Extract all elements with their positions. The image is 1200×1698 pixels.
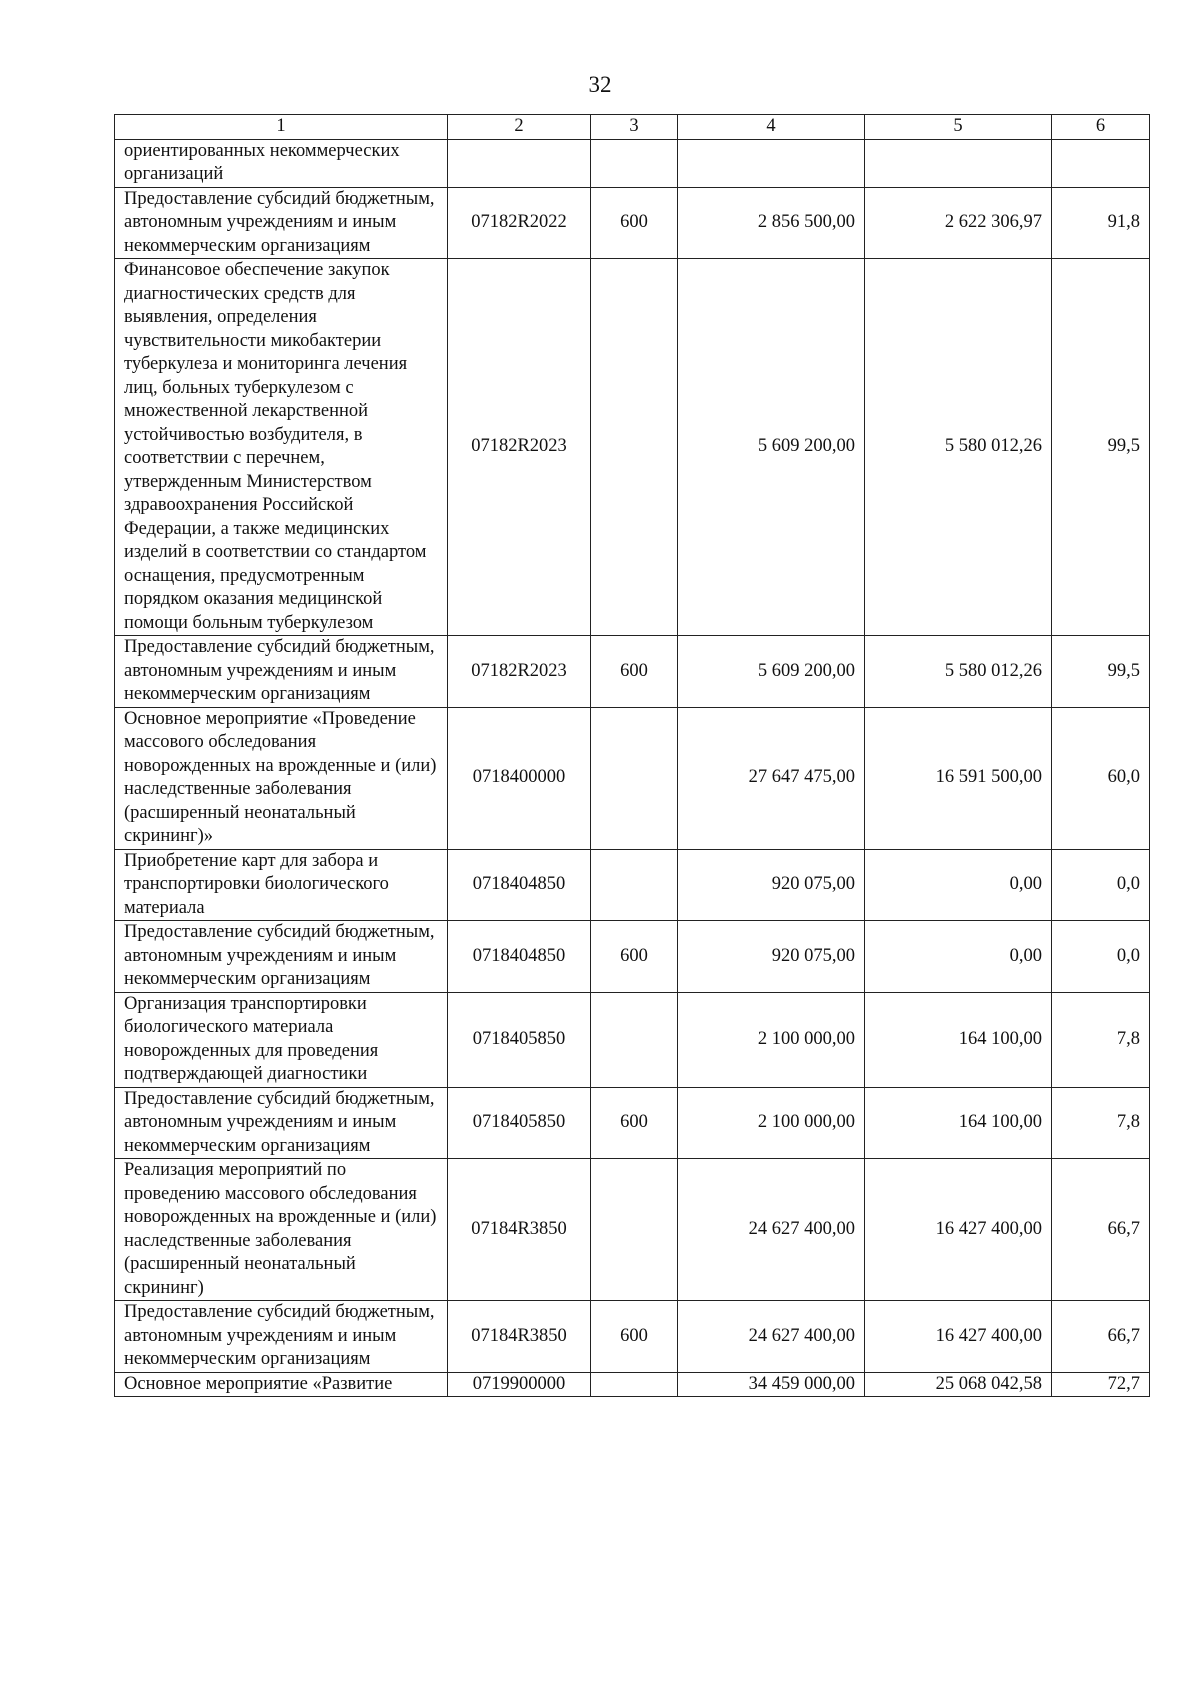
cell-type: 600 [591,1301,678,1373]
header-col-6: 6 [1052,115,1150,140]
cell-code: 07182R2023 [448,636,591,708]
cell-fact: 0,00 [865,849,1052,921]
cell-plan: 920 075,00 [678,921,865,993]
cell-name: Основное мероприятие «Проведение массового обследования новорожденных на врожденные и (или) наследственные заболевания (расширенный неонатальный скрининг)» [115,707,448,849]
cell-type [591,849,678,921]
cell-fact: 16 591 500,00 [865,707,1052,849]
cell-fact: 164 100,00 [865,1087,1052,1159]
cell-fact [865,139,1052,187]
cell-type [591,992,678,1087]
cell-type [591,259,678,636]
cell-type [591,139,678,187]
cell-plan: 5 609 200,00 [678,259,865,636]
cell-code: 0718405850 [448,1087,591,1159]
cell-name: Предоставление субсидий бюджетным, автономным учреждениям и иным некоммерческим организациям [115,1087,448,1159]
cell-fact: 5 580 012,26 [865,259,1052,636]
header-col-3: 3 [591,115,678,140]
cell-name: Предоставление субсидий бюджетным, автономным учреждениям и иным некоммерческим организациям [115,636,448,708]
header-col-1: 1 [115,115,448,140]
cell-fact: 0,00 [865,921,1052,993]
cell-type [591,1372,678,1397]
cell-plan: 2 100 000,00 [678,992,865,1087]
cell-plan: 920 075,00 [678,849,865,921]
cell-percent: 0,0 [1052,849,1150,921]
cell-percent: 60,0 [1052,707,1150,849]
cell-name: Финансовое обеспечение закупок диагностических средств для выявления, определения чувствительности микобактерии туберкулеза и мониторинга лечения лиц, больных туберкулезом с множественной лекарственной устойчивостью возбудителя, в соответствии с перечнем, утвержденным Министерством здравоохранения Российской Федерации, а также медицинских изделий в соответствии со стандартом оснащения, предусмотренным порядком оказания медицинской помощи больным туберкулезом [115,259,448,636]
cell-percent: 99,5 [1052,259,1150,636]
cell-name: Предоставление субсидий бюджетным, автономным учреждениям и иным некоммерческим организациям [115,921,448,993]
cell-code: 0718405850 [448,992,591,1087]
cell-plan: 24 627 400,00 [678,1159,865,1301]
cell-name: Основное мероприятие «Развитие [115,1372,448,1397]
page-number: 32 [588,72,612,97]
cell-percent: 7,8 [1052,992,1150,1087]
table-row [115,992,1150,1087]
cell-percent: 72,7 [1052,1372,1150,1397]
cell-code: 07184R3850 [448,1301,591,1373]
cell-code: 07184R3850 [448,1159,591,1301]
cell-name: Организация транспортировки биологического материала новорожденных для проведения подтверждающей диагностики [115,992,448,1087]
table-row [115,707,1150,849]
cell-code: 0719900000 [448,1372,591,1397]
cell-percent: 0,0 [1052,921,1150,993]
table-row [115,1159,1150,1301]
table-row [115,1301,1150,1373]
cell-code: 07182R2023 [448,259,591,636]
cell-plan: 24 627 400,00 [678,1301,865,1373]
cell-plan: 5 609 200,00 [678,636,865,708]
cell-plan: 34 459 000,00 [678,1372,865,1397]
table-row [115,1372,1150,1397]
cell-plan: 2 100 000,00 [678,1087,865,1159]
cell-type [591,1159,678,1301]
cell-percent [1052,139,1150,187]
cell-plan [678,139,865,187]
budget-table [114,114,1150,1397]
cell-plan: 27 647 475,00 [678,707,865,849]
cell-fact: 16 427 400,00 [865,1301,1052,1373]
table-header-row [115,115,1150,140]
cell-fact: 2 622 306,97 [865,187,1052,259]
table-row [115,921,1150,993]
table-row [115,139,1150,187]
cell-type: 600 [591,187,678,259]
cell-percent: 91,8 [1052,187,1150,259]
cell-code: 0718404850 [448,849,591,921]
table-row [115,849,1150,921]
table-row [115,1087,1150,1159]
cell-name: ориентированных некоммерческих организаций [115,139,448,187]
cell-code: 0718400000 [448,707,591,849]
cell-percent: 7,8 [1052,1087,1150,1159]
cell-percent: 99,5 [1052,636,1150,708]
cell-fact: 25 068 042,58 [865,1372,1052,1397]
table-row [115,636,1150,708]
cell-fact: 16 427 400,00 [865,1159,1052,1301]
cell-type: 600 [591,1087,678,1159]
cell-name: Приобретение карт для забора и транспортировки биологического материала [115,849,448,921]
table-row [115,259,1150,636]
header-col-2: 2 [448,115,591,140]
cell-percent: 66,7 [1052,1159,1150,1301]
cell-percent: 66,7 [1052,1301,1150,1373]
table-row [115,187,1150,259]
cell-name: Предоставление субсидий бюджетным, автономным учреждениям и иным некоммерческим организациям [115,1301,448,1373]
cell-plan: 2 856 500,00 [678,187,865,259]
cell-name: Реализация мероприятий по проведению массового обследования новорожденных на врожденные и (или) наследственные заболевания (расширенный неонатальный скрининг) [115,1159,448,1301]
cell-type: 600 [591,921,678,993]
cell-type: 600 [591,636,678,708]
cell-code: 07182R2022 [448,187,591,259]
cell-type [591,707,678,849]
cell-code: 0718404850 [448,921,591,993]
cell-fact: 5 580 012,26 [865,636,1052,708]
cell-name: Предоставление субсидий бюджетным, автономным учреждениям и иным некоммерческим организациям [115,187,448,259]
header-col-4: 4 [678,115,865,140]
header-col-5: 5 [865,115,1052,140]
cell-fact: 164 100,00 [865,992,1052,1087]
cell-code [448,139,591,187]
